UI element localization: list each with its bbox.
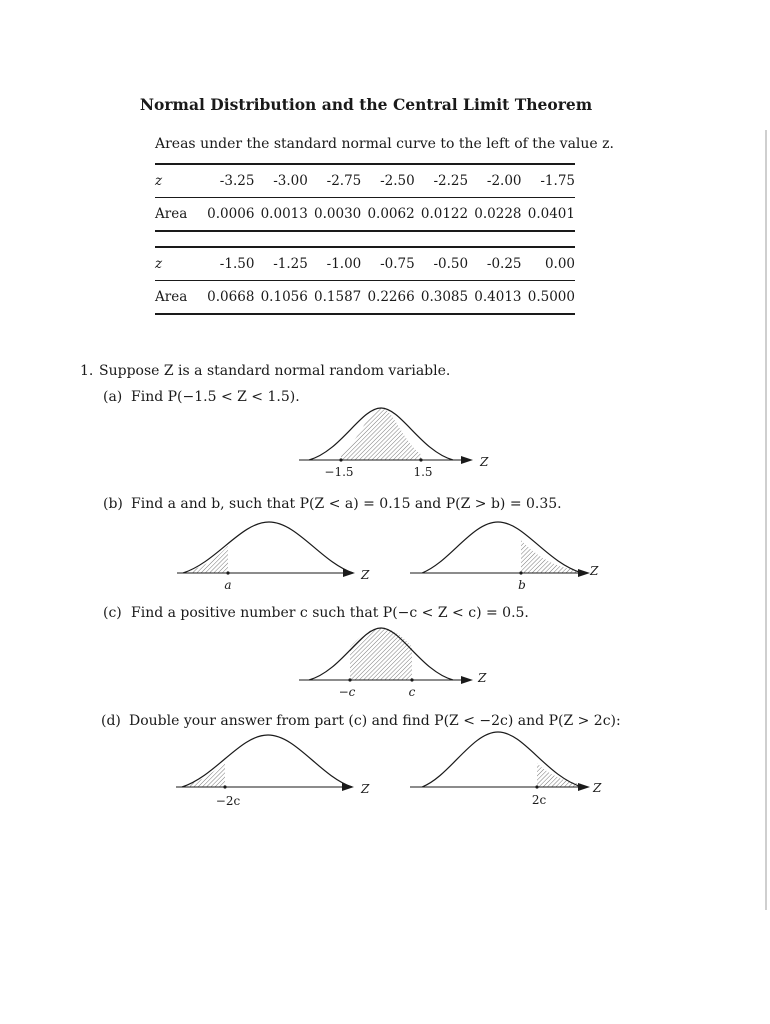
- part-a-label: (a): [103, 389, 123, 405]
- z-value: -0.50: [415, 247, 468, 281]
- z-value: 0.00: [522, 247, 575, 281]
- shaded-region: [191, 546, 228, 573]
- part-a-text: Find P(−1.5 < Z < 1.5).: [131, 389, 300, 405]
- page-edge-shadow: [765, 130, 767, 910]
- bell-curve: [422, 522, 582, 573]
- area-value: 0.0006: [201, 198, 254, 232]
- z-value: -2.25: [415, 164, 468, 198]
- page-title: Normal Distribution and the Central Limit Theorem: [139, 95, 593, 114]
- axis-arrow-icon: [578, 783, 590, 791]
- area-value: 0.0401: [522, 198, 575, 232]
- z-value: -3.25: [201, 164, 254, 198]
- area-row: [155, 281, 575, 315]
- tick-right-label: 2c: [531, 793, 547, 807]
- axis-arrow-icon: [578, 569, 590, 577]
- shaded-region: [190, 761, 225, 787]
- area-value: 0.0013: [254, 198, 307, 232]
- curve-a: [295, 405, 500, 485]
- tick-left-point: [226, 571, 229, 574]
- problem-number: 1.: [80, 363, 94, 379]
- part-c-text: Find a positive number c such that P(−c < Z < c) = 0.5.: [131, 605, 529, 621]
- area-value: 0.1587: [308, 281, 361, 315]
- area-value: 0.4013: [468, 281, 521, 315]
- z-value: -1.75: [522, 164, 575, 198]
- axis-arrow-icon: [461, 676, 473, 684]
- curve-b-left: [175, 518, 380, 598]
- area-value: 0.0030: [308, 198, 361, 232]
- area-value: 0.0228: [468, 198, 521, 232]
- tick-right-point: [410, 678, 413, 681]
- area-value: 0.0122: [415, 198, 468, 232]
- z-value: -2.00: [468, 164, 521, 198]
- tick-left-label: −1.5: [324, 465, 354, 479]
- tick-right-label: c: [408, 685, 416, 699]
- z-value: -0.75: [361, 247, 414, 281]
- part-c-label: (c): [103, 605, 122, 621]
- axis-arrow-icon: [343, 569, 355, 577]
- area-value: 0.3085: [415, 281, 468, 315]
- area-label: Area: [155, 281, 201, 315]
- part-b-text: Find a and b, such that P(Z < a) = 0.15 and P(Z > b) = 0.35.: [131, 496, 562, 512]
- axis-arrow-icon: [461, 456, 473, 464]
- tick-left-point: [339, 458, 342, 461]
- axis-label: Z: [593, 781, 602, 795]
- area-value: 0.2266: [361, 281, 414, 315]
- area-label: Area: [155, 198, 201, 232]
- tick-left-label: −c: [338, 685, 356, 699]
- axis-label: Z: [478, 671, 487, 685]
- curve-d-left: [172, 732, 377, 814]
- area-value: 0.5000: [522, 281, 575, 315]
- area-row: [155, 198, 575, 232]
- curve-c: [295, 625, 500, 705]
- area-value: 0.1056: [254, 281, 307, 315]
- tick-right-label: b: [518, 578, 526, 592]
- table-caption: Areas under the standard normal curve to the left of the value z.: [155, 136, 614, 152]
- z-value: -0.25: [468, 247, 521, 281]
- z-value: -1.00: [308, 247, 361, 281]
- problem-intro: Suppose Z is a standard normal random variable.: [99, 363, 451, 379]
- tick-right-point: [535, 785, 538, 788]
- z-value: -2.50: [361, 164, 414, 198]
- part-b-label: (b): [103, 496, 123, 512]
- tick-right-label: 1.5: [413, 465, 433, 479]
- z-value: -1.25: [254, 247, 307, 281]
- z-row: [155, 247, 575, 281]
- part-d-text: Double your answer from part (c) and find P(Z < −2c) and P(Z > 2c):: [129, 713, 621, 729]
- area-value: 0.0668: [201, 281, 254, 315]
- z-label: z: [155, 164, 201, 198]
- axis-label: Z: [480, 455, 489, 469]
- axis-label: Z: [361, 782, 370, 796]
- shaded-region: [350, 628, 412, 680]
- z-table-2: [155, 246, 575, 315]
- z-value: -1.50: [201, 247, 254, 281]
- z-table-1: [155, 163, 575, 232]
- tick-right-point: [519, 571, 522, 574]
- tick-left-label: −2c: [215, 794, 241, 808]
- shaded-region: [341, 408, 421, 460]
- tick-left-point: [223, 785, 226, 788]
- z-value: -2.75: [308, 164, 361, 198]
- z-value: -3.00: [254, 164, 307, 198]
- axis-label: Z: [361, 568, 370, 582]
- z-row: [155, 164, 575, 198]
- axis-label: Z: [590, 564, 599, 578]
- part-d-label: (d): [101, 713, 121, 729]
- area-value: 0.0062: [361, 198, 414, 232]
- z-label: z: [155, 247, 201, 281]
- curve-b-right: [400, 518, 615, 598]
- tick-right-point: [419, 458, 422, 461]
- tick-left-label: a: [224, 578, 232, 592]
- tick-left-point: [348, 678, 351, 681]
- curve-d-right: [398, 728, 613, 814]
- axis-arrow-icon: [342, 783, 354, 791]
